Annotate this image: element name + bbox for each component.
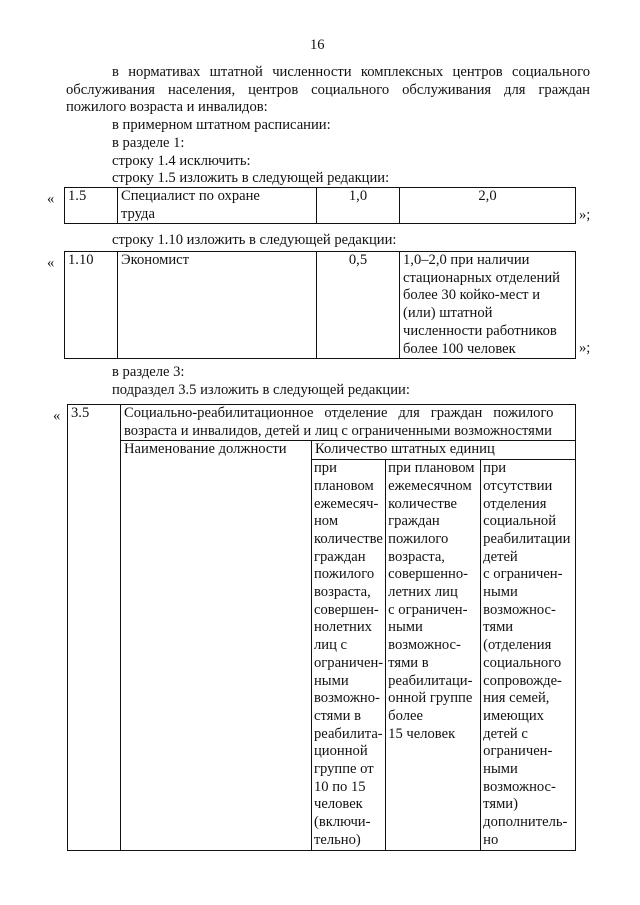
sub1-l: ограничен-	[314, 654, 384, 671]
sub1-l: возможно-	[314, 690, 380, 707]
sub2-l: при плановом	[388, 460, 475, 477]
intro-line-1: в нормативах штатной численности комплексных центров социального	[112, 64, 590, 80]
sub2-l: совершенно-	[388, 566, 469, 583]
sub3-l: возможнос-	[483, 601, 556, 618]
sub3-l: с ограничен-	[483, 566, 563, 583]
sub2-l: возможнос-	[388, 637, 461, 654]
sub3-l: детей	[483, 548, 518, 565]
sub1-l: нолетних	[314, 619, 372, 636]
table-row-1-5	[64, 187, 576, 224]
sub1-l: (включи-	[314, 814, 371, 831]
sub2-l: с ограничен-	[388, 601, 468, 618]
sub1-l: совершен-	[314, 601, 379, 618]
sub-col-2	[386, 460, 481, 850]
table-3-5-title	[121, 405, 576, 441]
sub3-l: ограничен-	[483, 743, 553, 760]
intro-line-4: в примерном штатном расписании:	[112, 117, 331, 134]
sub1-l: 10 по 15	[314, 778, 366, 795]
intro-line-5: в разделе 1:	[112, 134, 185, 151]
row-1-5-name	[118, 188, 317, 224]
table-3-5-num: 3.5	[68, 405, 121, 851]
row-1-5-value-2: 2,0	[400, 188, 576, 224]
row-1-5-name-l1: Специалист по охране	[121, 188, 260, 204]
sub1-l: ном	[314, 513, 339, 530]
sub2-l: ежемесячном	[388, 477, 472, 494]
sub3-l: реабилитации	[483, 530, 571, 547]
sub2-l: ными	[388, 619, 423, 636]
col-header-count: Количество штатных единиц	[312, 441, 576, 460]
sub1-l: ежемесяч-	[314, 495, 379, 512]
sub1-l: пожилого	[314, 566, 375, 583]
mid-text: строку 1.10 изложить в следующей редакции:	[112, 232, 397, 248]
sub3-l: дополнитель-	[483, 814, 568, 831]
sub3-l: при	[483, 460, 507, 477]
sub2-l: пожилого	[388, 530, 449, 547]
intro-paragraph	[66, 64, 590, 188]
sub1-l: плановом	[314, 477, 374, 494]
table-3-5	[67, 404, 576, 851]
sub3-l: тями)	[483, 796, 518, 813]
row-1-10-name: Экономист	[118, 252, 317, 359]
sub1-l: ными	[314, 672, 349, 689]
sub3-l: отсутствии	[483, 477, 553, 494]
sub2-l: более	[388, 707, 423, 724]
sub1-l: количестве	[314, 530, 383, 547]
sub1-l: человек	[314, 796, 363, 813]
quote-open-2: «	[47, 255, 55, 271]
sub3-l: социальной	[483, 513, 557, 530]
sub2-l: 15 человек	[388, 725, 456, 742]
sub1-l: возраста,	[314, 584, 371, 601]
intro-line-6: строку 1.4 исключить:	[112, 152, 251, 169]
table-3-5-title-l2: возраста и инвалидов, детей и лиц с ограниченными возможностями	[124, 422, 552, 439]
intro-line-3: пожилого возраста и инвалидов:	[66, 99, 268, 116]
row-1-10-v2-l6: более 100 человек	[403, 340, 516, 357]
row-1-10-v2-l2: стационарных отделений	[403, 269, 560, 286]
sub3-l: социального	[483, 654, 562, 671]
sub2-l: реабилитаци-	[388, 672, 473, 689]
section-3-line-2: подраздел 3.5 изложить в следующей редакции:	[112, 382, 410, 398]
sub2-l: количестве	[388, 495, 458, 512]
quote-close-2: »;	[579, 340, 591, 356]
sub2-l: летних лиц	[388, 584, 458, 601]
sub3-l: сопровожде-	[483, 672, 562, 689]
row-1-10-v2-l3: более 30 койко-мест и	[403, 287, 541, 304]
sub3-l: отделения	[483, 495, 547, 512]
sub1-l: тельно)	[314, 831, 361, 848]
col-header-position: Наименование должности	[121, 441, 312, 850]
sub3-l: имеющих	[483, 707, 544, 724]
sub3-l: (отделения	[483, 637, 552, 654]
sub2-l: онной группе	[388, 690, 473, 707]
page-number: 16	[310, 37, 325, 53]
quote-close-1: »;	[579, 207, 591, 223]
table-3-5-title-l1: Социально-реабилитационное отделение для граждан пожилого	[124, 405, 554, 421]
sub3-l: тями	[483, 619, 514, 636]
sub2-l: тями в	[388, 654, 429, 671]
sub2-l: граждан	[388, 513, 440, 530]
row-1-5-num: 1.5	[65, 188, 118, 224]
sub3-l: возможнос-	[483, 778, 556, 795]
row-1-10-v2-l5: численности работников	[403, 322, 557, 339]
sub1-l: граждан	[314, 548, 366, 565]
sub3-l: ными	[483, 761, 518, 778]
row-1-10-num: 1.10	[65, 252, 118, 359]
sub2-l: возраста,	[388, 548, 445, 565]
row-1-10-v2-l4: (или) штатной	[403, 305, 493, 322]
row-1-10-value-1: 0,5	[317, 252, 400, 359]
row-1-5-name-l2: труда	[121, 205, 155, 222]
sub1-l: при	[314, 460, 337, 477]
row-1-10-v2-l1: 1,0–2,0 при наличии	[403, 252, 530, 268]
row-1-5-value-1: 1,0	[317, 188, 400, 224]
sub1-l: группе от	[314, 761, 374, 778]
sub3-l: но	[483, 831, 499, 848]
intro-line-2: обслуживания населения, центров социального обслуживания для граждан	[66, 81, 590, 98]
sub3-l: ными	[483, 584, 518, 601]
sub-col-1	[312, 460, 386, 850]
row-1-10-value-2	[400, 252, 576, 359]
quote-open-1: «	[47, 191, 55, 207]
sub3-l: детей с	[483, 725, 528, 742]
sub1-l: стями в	[314, 707, 361, 724]
sub1-l: реабилита-	[314, 725, 383, 742]
table-row-1-10	[64, 251, 576, 359]
quote-open-3: «	[53, 408, 61, 424]
section-3-line-1: в разделе 3:	[112, 364, 185, 380]
sub1-l: ционной	[314, 743, 368, 760]
sub3-l: ния семей,	[483, 690, 550, 707]
sub-col-3	[481, 460, 576, 850]
sub1-l: лиц с	[314, 637, 348, 654]
intro-line-7: строку 1.5 изложить в следующей редакции:	[112, 170, 390, 187]
